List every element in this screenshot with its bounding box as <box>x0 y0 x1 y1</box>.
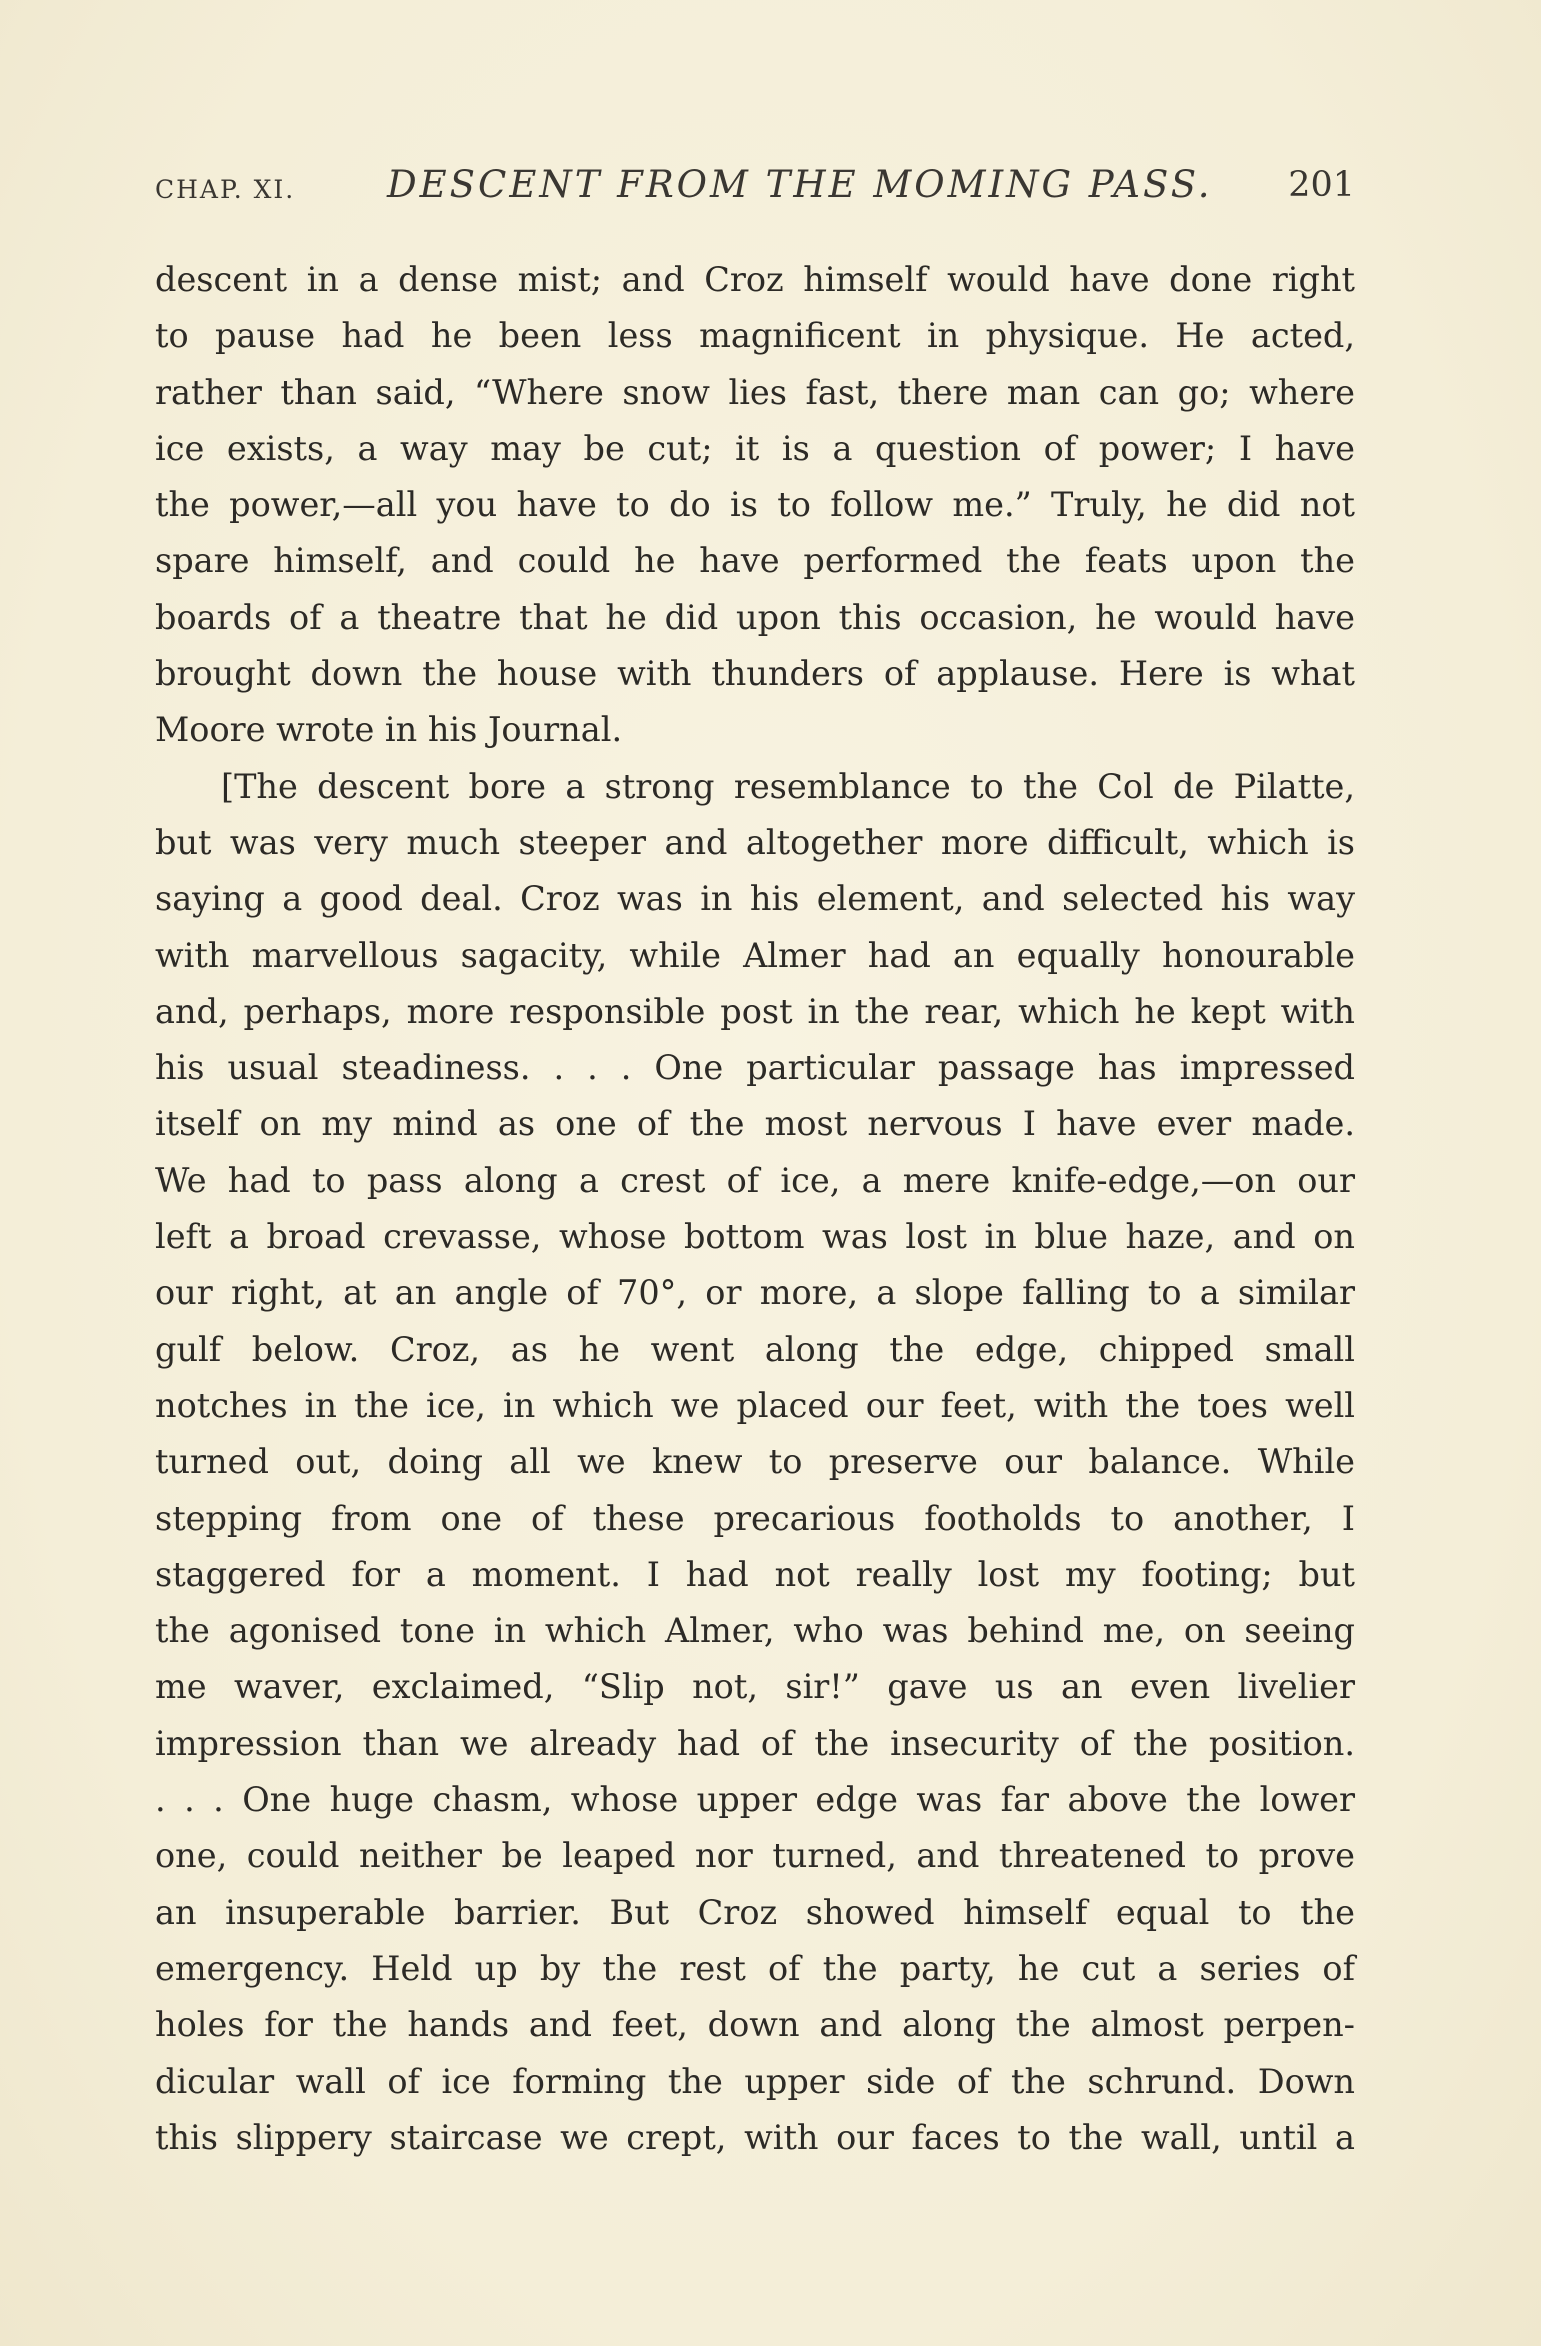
text-line: . . . One huge chasm, whose upper edge was far above the lower <box>155 1780 1355 1820</box>
text-line: but was very much steeper and altogether more difficult, which is <box>155 822 1355 862</box>
text-line: gulf below. Croz, as he went along the edge, chipped small <box>155 1329 1355 1369</box>
text-line: left a broad crevasse, whose bottom was lost in blue haze, and on <box>155 1217 1355 1257</box>
text-line: notches in the ice, in which we placed our feet, with the toes well <box>155 1385 1355 1425</box>
text-line: our right, at an angle of 70°, or more, a slope falling to a similar <box>155 1273 1355 1313</box>
chapter-label: CHAP. XI. <box>155 175 296 204</box>
text-line: dicular wall of ice forming the upper side of the schrund. Down <box>155 2061 1355 2101</box>
text-line: ice exists, a way may be cut; it is a question of power; I have <box>155 428 1355 468</box>
text-line: holes for the hands and feet, down and along the almost perpen- <box>155 2005 1355 2045</box>
running-head <box>155 163 1355 213</box>
text-line: rather than said, “Where snow lies fast, there man can go; where <box>155 372 1355 412</box>
running-title: DESCENT FROM THE MOMING PASS. <box>387 163 1213 206</box>
text-line: me waver, exclaimed, “Slip not, sir!” gave us an even livelier <box>155 1667 1355 1707</box>
text-line: stepping from one of these precarious footholds to another, I <box>155 1498 1355 1538</box>
text-line: his usual steadiness. . . . One particular passage has impressed <box>155 1048 1355 1088</box>
text-line: the power,—all you have to do is to follow me.” Truly, he did not <box>155 485 1355 525</box>
text-line: spare himself, and could he have performed the feats upon the <box>155 541 1355 581</box>
text-line: boards of a theatre that he did upon this occasion, he would have <box>155 597 1355 637</box>
page-number: 201 <box>1288 165 1355 205</box>
paragraph-first-line: [The descent bore a strong resemblance to the Col de Pilatte, <box>221 766 1355 806</box>
text-line: descent in a dense mist; and Croz himself would have done right <box>155 260 1355 299</box>
text-line: brought down the house with thunders of applause. Here is what <box>155 654 1355 694</box>
text-line: We had to pass along a crest of ice, a mere knife-edge,—on our <box>155 1160 1355 1200</box>
text-line: saying a good deal. Croz was in his element, and selected his way <box>155 879 1355 919</box>
text-line: an insuperable barrier. But Croz showed himself equal to the <box>155 1892 1355 1932</box>
text-line: emergency. Held up by the rest of the party, he cut a series of <box>155 1948 1355 1988</box>
text-line: turned out, doing all we knew to preserve our balance. While <box>155 1442 1355 1482</box>
text-line: one, could neither be leaped nor turned, and threatened to prove <box>155 1836 1355 1876</box>
text-line: and, perhaps, more responsible post in the rear, which he kept with <box>155 991 1355 1031</box>
text-line: to pause had he been less magnificent in physique. He acted, <box>155 316 1355 356</box>
text-line: impression than we already had of the insecurity of the position. <box>155 1723 1355 1763</box>
text-line: Moore wrote in his Journal. <box>155 710 623 750</box>
text-line: itself on my mind as one of the most nervous I have ever made. <box>155 1104 1355 1144</box>
text-line: this slippery staircase we crept, with our faces to the wall, until a <box>155 2117 1355 2157</box>
text-line: with marvellous sagacity, while Almer had an equally honourable <box>155 935 1355 975</box>
body-text <box>155 252 1355 2166</box>
text-line: staggered for a moment. I had not really lost my footing; but <box>155 1554 1355 1594</box>
text-line: the agonised tone in which Almer, who was behind me, on seeing <box>155 1611 1355 1651</box>
